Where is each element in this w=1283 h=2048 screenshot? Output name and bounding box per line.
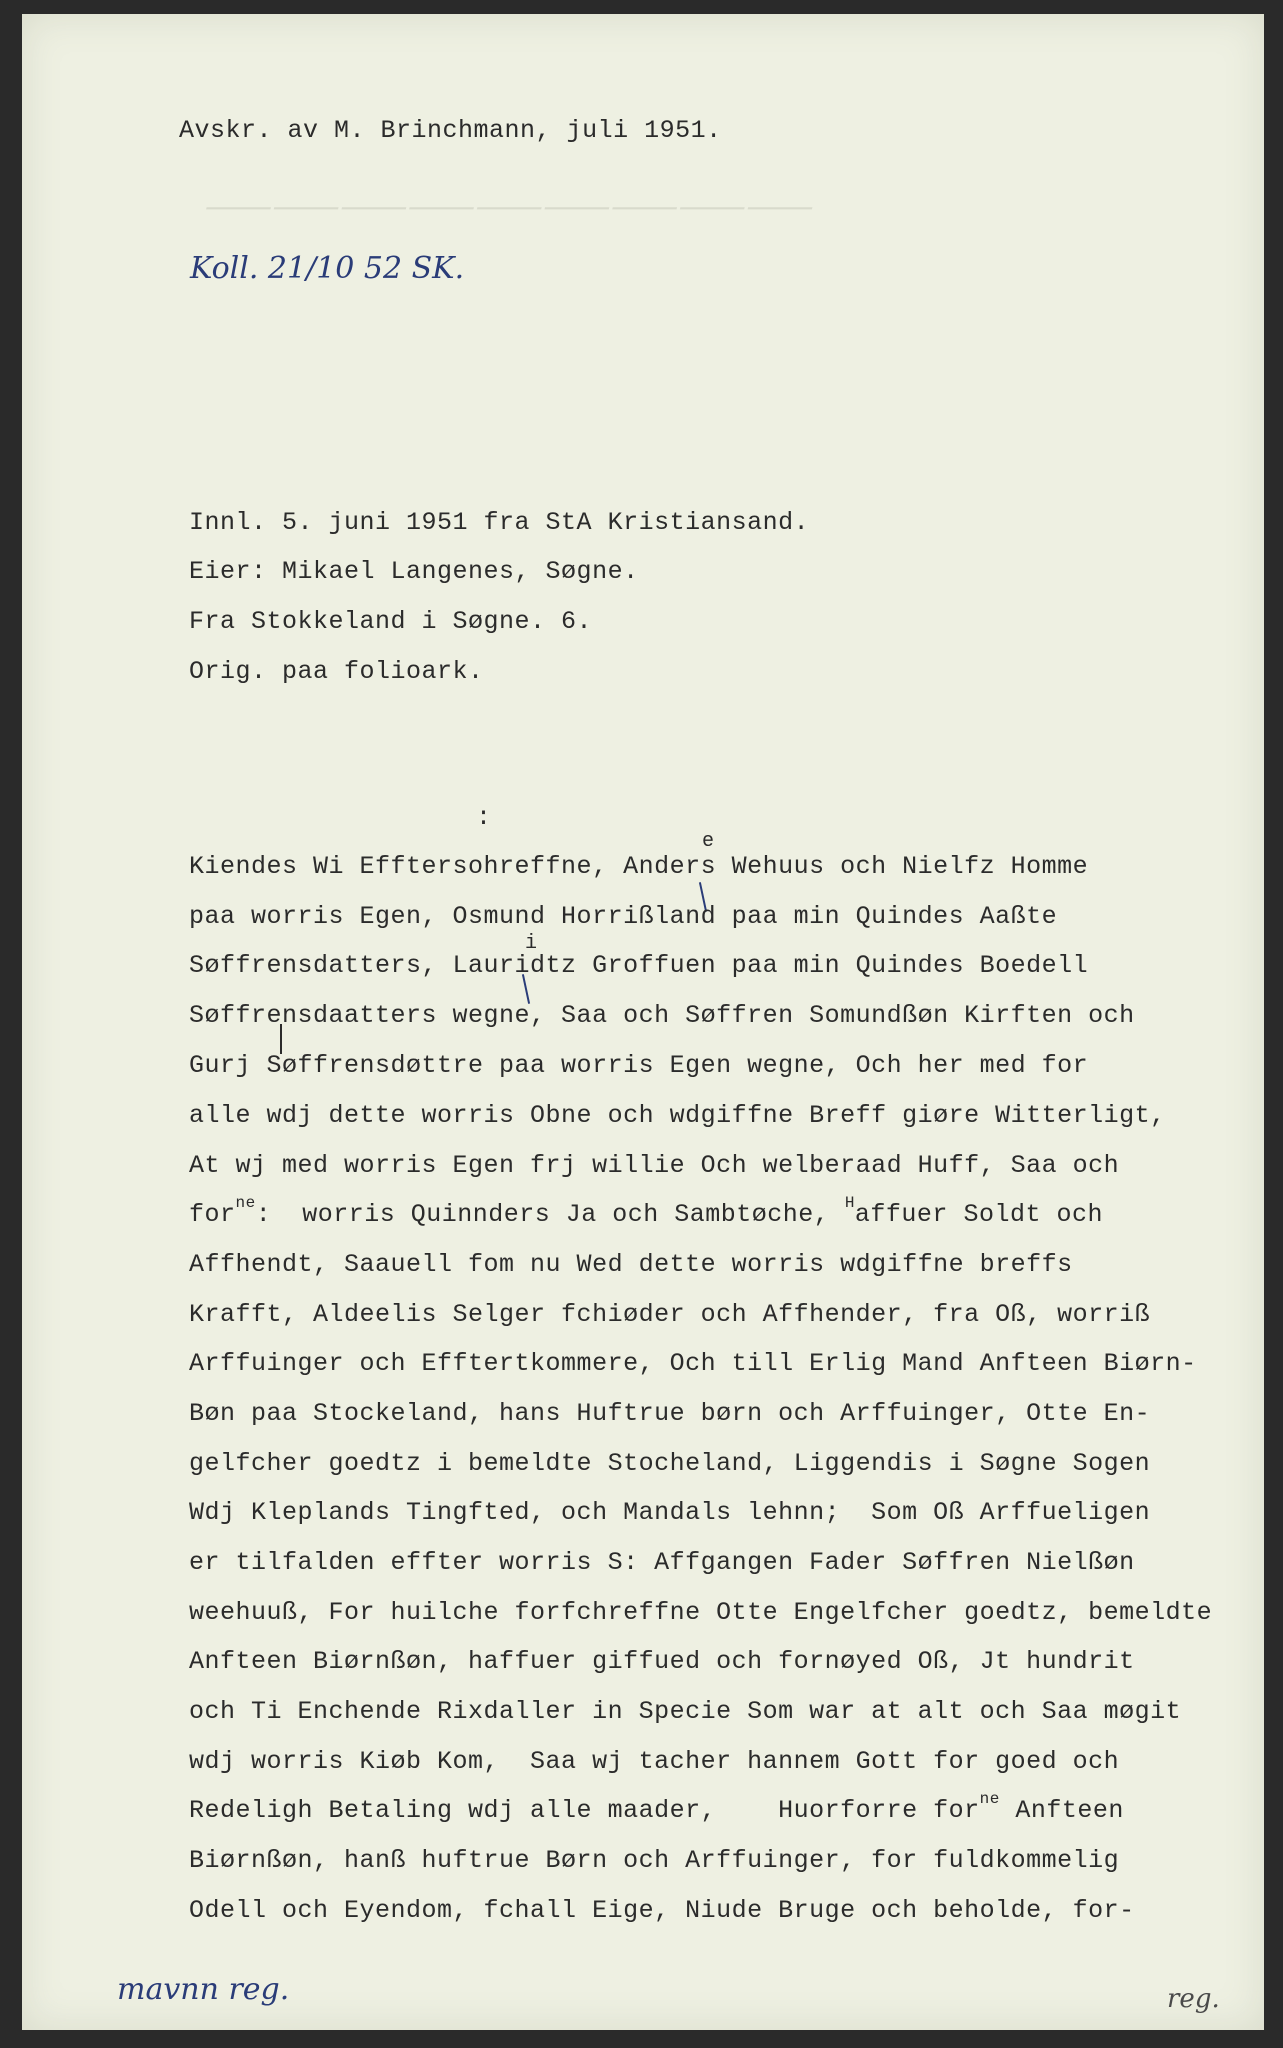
body-line: paa worris Egen, Osmund Horrißland paa min Quindes Aaßte: [189, 902, 1058, 931]
meta-line: Orig. paa folioark.: [189, 657, 484, 686]
body-line: alle wdj dette worris Obne och wdgiffne Breff giøre Witterligt,: [189, 1101, 1166, 1130]
body-line: Anfteen Biørnßøn, haffuer giffued och fornøyed Oß, Jt hundrit: [189, 1647, 1135, 1676]
inserted-letter-i: i: [525, 932, 538, 955]
section-separator: :: [476, 803, 492, 832]
handwritten-right-note: reg.: [1167, 1984, 1220, 2014]
body-line: gelfcher goedtz i bemeldte Stocheland, Liggendis i Søgne Sogen: [189, 1449, 1151, 1478]
handwritten-left-note: mavnn reg.: [117, 1972, 290, 2007]
body-line: wdj worris Kiøb Kom, Saa wj tacher hannem Gott for goed och: [189, 1747, 1120, 1776]
body-line-with-superscript: Redeligh Betaling wdj alle maader, Huorforre for$^{ne}$ Anfteen: [189, 1790, 1124, 1825]
body-line: Søffrensdaatters wegne, Saa och Søffren Somundßøn Kirften och: [189, 1001, 1135, 1030]
body-line: Wdj Kleplands Tingfted, och Mandals lehnn; Som Oß Arffueligen: [189, 1498, 1151, 1527]
body-line: er tilfalden effter worris S: Affgangen Fader Søffren Nielßøn: [189, 1548, 1135, 1577]
meta-line: Eier: Mikael Langenes, Søgne.: [189, 557, 639, 586]
handwritten-check-note: Koll. 21/10 52 SK.: [190, 251, 465, 286]
body-line: Gurj Søffrensdøttre paa worris Egen wegne, Och her med for: [189, 1051, 1089, 1080]
body-line: Odell och Eyendom, fchall Eige, Niude Bruge och beholde, for-: [189, 1896, 1135, 1925]
body-line: Arffuinger och Efftertkommere, Och till Erlig Mand Anfteen Biørn-: [189, 1349, 1197, 1378]
body-line: weehuuß, For huilche forfchreffne Otte Engelfcher goedtz, bemeldte: [189, 1598, 1213, 1627]
body-line: At wj med worris Egen frj willie Och welberaad Huff, Saa och: [189, 1151, 1120, 1180]
body-line: Bøn paa Stockeland, hans Huftrue børn och Arffuinger, Otte En-: [189, 1399, 1151, 1428]
body-line: Søffrensdatters, Lauridtz Groffuen paa min Quindes Boedell: [189, 951, 1089, 980]
body-line: Affhendt, Saauell fom nu Wed dette worris wdgiffne breffs: [189, 1250, 1073, 1279]
body-line: Krafft, Aldeelis Selger fchiøder och Affhender, fra Oß, worriß: [189, 1300, 1151, 1329]
document-page: [22, 14, 1264, 2030]
inserted-letter-e: e: [702, 830, 715, 853]
bleed-through-text: ⸺⸺⸺⸺⸺⸺⸺⸺⸺: [202, 183, 812, 229]
body-line-with-superscripts: for$^{ne}$: worris Quinnders Ja och Sambtøche, $^H$affuer Soldt och: [189, 1194, 1103, 1229]
meta-line: Innl. 5. juni 1951 fra StA Kristiansand.: [189, 508, 810, 537]
body-line: Kiendes Wi Efftersohreffne, Anders Wehuus och Nielfz Homme: [189, 852, 1089, 881]
body-line: Biørnßøn, hanß huftrue Børn och Arffuinger, for fuldkommelig: [189, 1846, 1120, 1875]
transcription-note: Avskr. av M. Brinchmann, juli 1951.: [179, 116, 722, 145]
body-line: och Ti Enchende Rixdaller in Specie Som war at alt och Saa møgit: [189, 1697, 1182, 1726]
meta-line: Fra Stokkeland i Søgne. 6.: [189, 607, 593, 636]
